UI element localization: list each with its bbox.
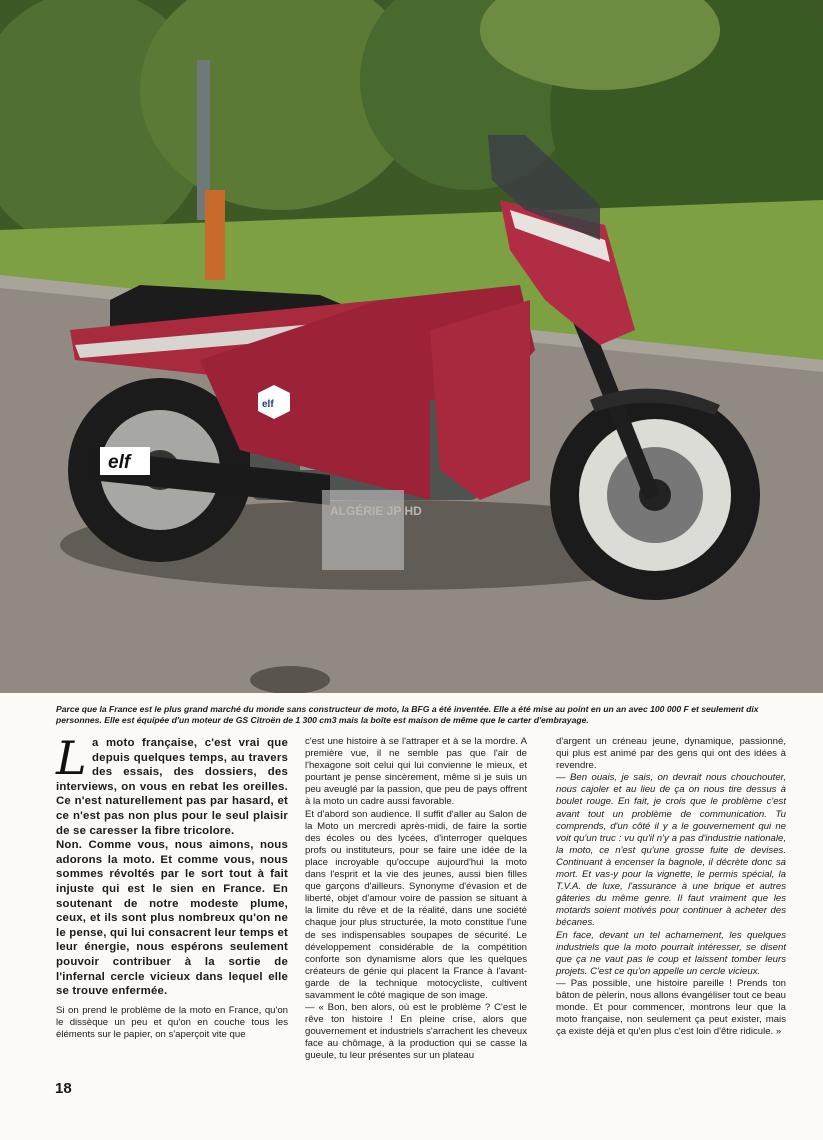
body-paragraph: — Pas possible, une histoire pareille ! Prends ton bâton de pèlerin, nous allons évangéliser tout ce beau monde. Et pour commencer, montrons leur que la moto française, non seulement ça peut exister, mais ça existe déjà et qu'en plus c'est loin d'être ridicule. » [556,977,786,1038]
body-paragraph: — « Bon, ben alors, où est le problème ? C'est le rêve ton histoire ! En pleine crise, alors que gouvernement et industriels s'arrachent les cheveux face au chômage, à la production qui se casse la gueule, tu leur présentes sur un plateau [305,1002,527,1062]
body-paragraph: Si on prend le problème de la moto en France, qu'on le dissèque un peu et qu'on en couche tous les éléments sur le papier, on s'aperçoit vite que [56,1004,288,1040]
lead-paragraph-1: a moto française, c'est vrai que depuis quelques temps, au travers des essais, des dossiers, des interviews, on vous en rebat les oreilles. Ce n'est naturellement pas par hasard, et ce n'est pas non plus pour le seul plaisir de se caresser la fibre tricolore. [56,737,288,837]
page-number: 18 [55,1080,72,1097]
article-column-2 [305,736,527,1063]
fairing-logo: elf [262,399,274,410]
article-column-3 [556,736,786,1038]
body-paragraph-italic: En face, devant un tel acharnement, les quelques industriels que la moto pourrait intéresser, se disent que ça ne vaut pas le coup et laissent tomber leurs projets. C'est ce qu'on appelle un cercle vicieux. [556,929,786,977]
drop-cap: L [56,731,87,785]
photo-caption: Parce que la France est le plus grand marché du monde sans constructeur de moto, la BFG a été inventée. Elle a été mise au point en un an avec 100 000 F et seulement dix personnes. Elle est équipée d'un moteur de GS Citroën de 1 300 cm3 mais la boîte est maison de même que le carter d'embrayage. [56,704,759,725]
lead-paragraph-2: Non. Comme vous, nous aimons, nous adorons la moto. Et comme vous, nous sommes révoltés par le sort tout à fait injuste qui est le sien en France. En soutenant de notre modeste plume, ceux, et ils sont plus nombreux qu'on ne le pense, qui lui consacrent leur temps et leur énergie, nous espérons seulement pouvoir contribuer à la sortie de l'infernal cercle vicieux dans lequel elle se trouve enfermée. [56,839,288,998]
body-paragraph: d'argent un créneau jeune, dynamique, passionné, qui plus est animé par des gens qui ont des idées à revendre. [556,736,786,772]
body-paragraph: Et d'abord son audience. Il suffit d'aller au Salon de la Moto un mercredi après-midi, de faire la sortie des écoles ou des lycées, d'interroger quelques profs ou instituteurs, pour se faire une idée de la place incroyable qu'occupe aujourd'hui la moto dans l'esprit et la vie des jeunes, aussi bien filles que garçons d'ailleurs. Synonyme d'évasion et de liberté, objet d'amour voire de passion se situant à la limite du rêve et de la réalité, dans une société chaque jour plus structurée, la moto constitue l'une de ses indispensables soupapes de sécurité. Le développement considérable de la compétition conforte son dynamisme alors que les quelques créateurs de génie qui placent la France à l'avant-garde de la technique motocycliste, cultivent savamment le côté magique de son image. [305,808,527,1001]
exhaust-logo: elf [108,452,131,473]
photo-watermark: ALGÉRIE JP HD [330,504,422,518]
article-column-1 [56,731,288,1041]
body-paragraph: c'est une histoire à se l'attraper et à se la mordre. A première vue, il ne semble pas que l'air de l'hexagone soit celui qui lui convienne le mieux, et pourtant je pense sincèrement, même si je suis un peu aveuglé par la passion, que peu de pays offrent à la moto un cadre aussi favorable. [305,736,527,808]
body-paragraph-italic: — Ben ouais, je sais, on devrait nous chouchouter, nous cajoler et au lieu de ça on nous tire dessus à boulet rouge. En fait, je crois que le problème c'est avant tout un problème de communication. Tu comprends, d'un côté il y a le gouvernement qui ne voit qu'un truc : vu qu'il n'y a pas d'industrie nationale, la moto, ce n'est qu'une grosse fuite de devises. Continuant à encenser la bagnole, il décrète donc sa mort. Et vas-y pour la vignette, le permis spécial, la T.V.A. de luxe, l'assurance à une brique et autres gâteries du même genre. Il faut vraiment que les motards soient motivés pour continuer à acheter des bécanes. [556,772,786,929]
